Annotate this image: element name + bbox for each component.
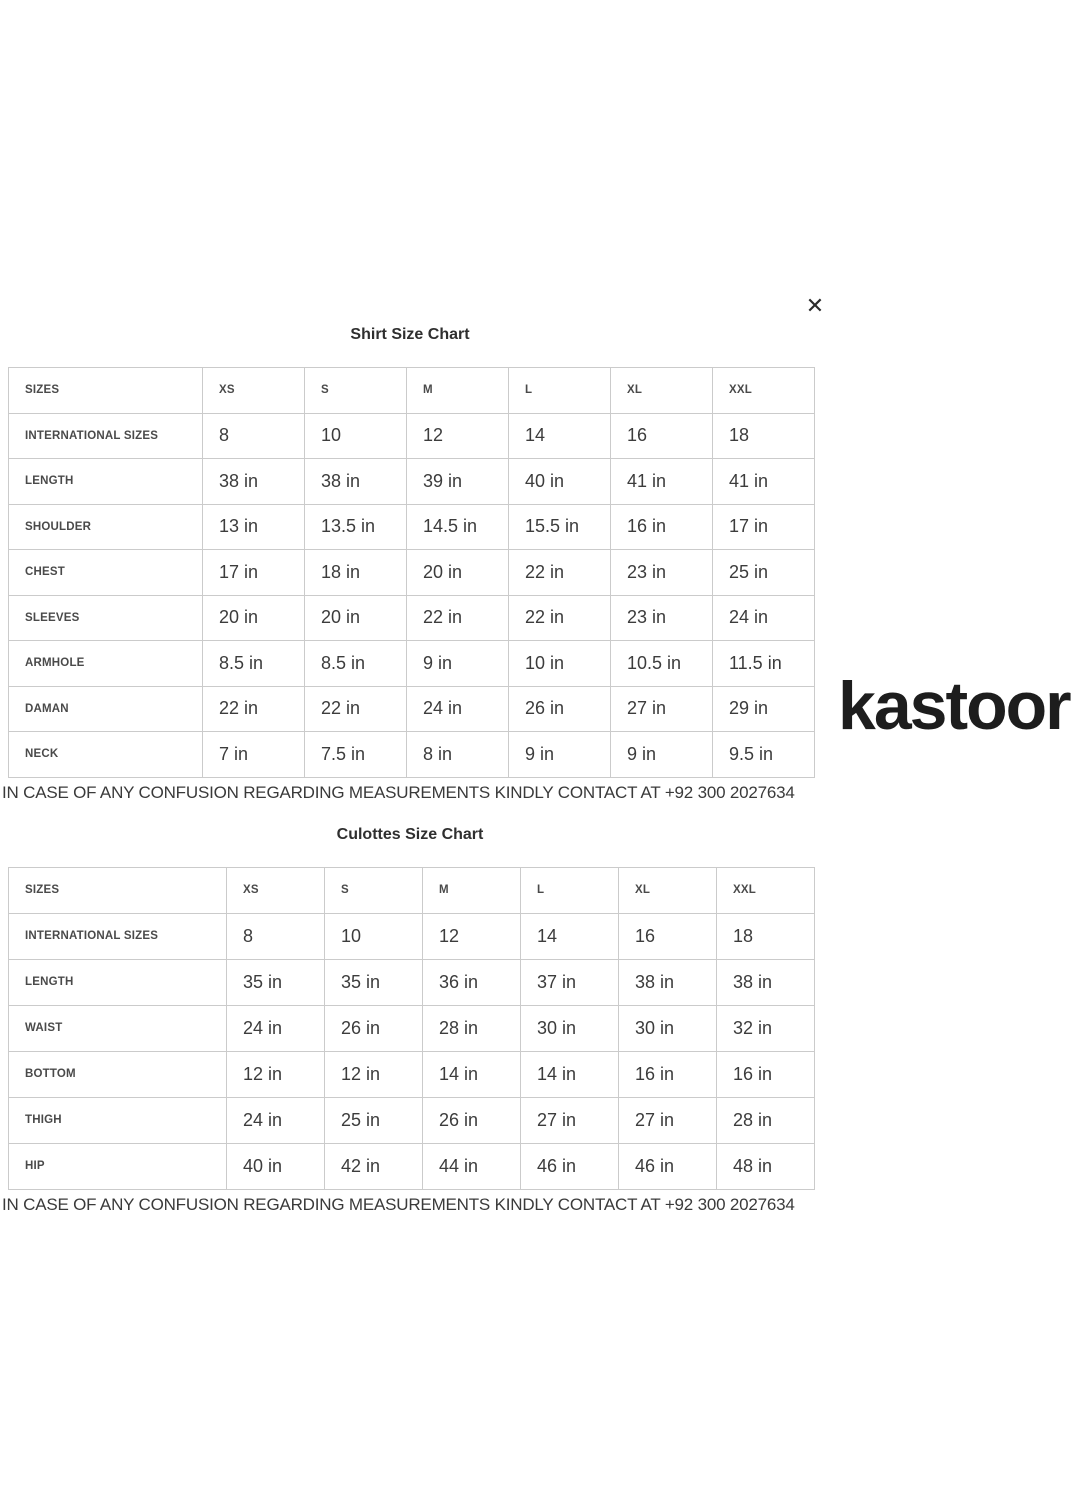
measurement-cell: 22 in [407, 595, 509, 641]
measurement-cell: 8.5 in [305, 641, 407, 687]
measurement-cell: 46 in [521, 1143, 619, 1189]
measurement-cell: 26 in [325, 1005, 423, 1051]
measurement-cell: 24 in [227, 1097, 325, 1143]
measurement-cell: 18 [713, 413, 815, 459]
row-label-cell: INTERNATIONAL SIZES [9, 913, 227, 959]
measurement-cell: 9.5 in [713, 732, 815, 778]
measurement-cell: 18 in [305, 550, 407, 596]
measurement-cell: 22 in [509, 550, 611, 596]
measurement-cell: 38 in [717, 959, 815, 1005]
measurement-cell: 8.5 in [203, 641, 305, 687]
measurement-cell: 14 in [521, 1051, 619, 1097]
row-label-cell: ARMHOLE [9, 641, 203, 687]
row-label-cell: BOTTOM [9, 1051, 227, 1097]
measurement-cell: 41 in [713, 459, 815, 505]
header-cell-size: XS [227, 867, 325, 913]
measurement-cell: 30 in [619, 1005, 717, 1051]
measurement-cell: 12 [423, 913, 521, 959]
measurement-cell: 13.5 in [305, 504, 407, 550]
row-label-cell: SHOULDER [9, 504, 203, 550]
table-header-row [9, 368, 815, 414]
header-cell-sizes: SIZES [9, 867, 227, 913]
brand-logo: kastoor [838, 668, 1070, 744]
size-table [8, 867, 815, 1190]
measurement-cell: 48 in [717, 1143, 815, 1189]
measurement-cell: 9 in [509, 732, 611, 778]
row-label-cell: SLEEVES [9, 595, 203, 641]
table-row [9, 641, 815, 687]
measurement-cell: 16 in [619, 1051, 717, 1097]
measurement-cell: 16 [619, 913, 717, 959]
measurement-cell: 37 in [521, 959, 619, 1005]
measurement-cell: 35 in [325, 959, 423, 1005]
table-row [9, 459, 815, 505]
chart-title: Shirt Size Chart [350, 326, 470, 343]
header-cell-size: L [521, 867, 619, 913]
measurement-cell: 44 in [423, 1143, 521, 1189]
measurement-cell: 8 in [407, 732, 509, 778]
measurement-cell: 23 in [611, 595, 713, 641]
size-chart-section [2, 824, 812, 1215]
measurement-cell: 36 in [423, 959, 521, 1005]
measurement-cell: 12 in [227, 1051, 325, 1097]
header-cell-size: M [423, 867, 521, 913]
measurement-cell: 10.5 in [611, 641, 713, 687]
measurement-cell: 15.5 in [509, 504, 611, 550]
measurement-cell: 7.5 in [305, 732, 407, 778]
measurement-cell: 27 in [611, 686, 713, 732]
measurement-cell: 9 in [407, 641, 509, 687]
contact-note: IN CASE OF ANY CONFUSION REGARDING MEASUREMENTS KINDLY CONTACT AT +92 300 2027634 [2, 1194, 795, 1214]
size-charts-container [2, 324, 812, 1215]
charts-root [2, 324, 812, 1215]
measurement-cell: 11.5 in [713, 641, 815, 687]
row-label-cell: INTERNATIONAL SIZES [9, 413, 203, 459]
header-cell-size: M [407, 368, 509, 414]
measurement-cell: 40 in [227, 1143, 325, 1189]
measurement-cell: 27 in [521, 1097, 619, 1143]
header-cell-size: XXL [717, 867, 815, 913]
row-label-cell: CHEST [9, 550, 203, 596]
row-label-cell: LENGTH [9, 959, 227, 1005]
measurement-cell: 46 in [619, 1143, 717, 1189]
measurement-cell: 38 in [619, 959, 717, 1005]
header-cell-size: XS [203, 368, 305, 414]
close-icon[interactable]: ✕ [799, 290, 831, 322]
measurement-cell: 39 in [407, 459, 509, 505]
measurement-cell: 20 in [407, 550, 509, 596]
table-row [9, 1143, 815, 1189]
header-cell-size: XL [611, 368, 713, 414]
measurement-cell: 35 in [227, 959, 325, 1005]
table-header-row [9, 867, 815, 913]
row-label-cell: THIGH [9, 1097, 227, 1143]
measurement-cell: 20 in [203, 595, 305, 641]
measurement-cell: 7 in [203, 732, 305, 778]
size-chart-section [2, 324, 812, 803]
table-row [9, 595, 815, 641]
header-cell-sizes: SIZES [9, 368, 203, 414]
header-cell-size: L [509, 368, 611, 414]
table-row [9, 959, 815, 1005]
measurement-cell: 13 in [203, 504, 305, 550]
measurement-cell: 42 in [325, 1143, 423, 1189]
measurement-cell: 10 [305, 413, 407, 459]
size-table [8, 367, 815, 778]
measurement-cell: 14 [509, 413, 611, 459]
measurement-cell: 10 in [509, 641, 611, 687]
measurement-cell: 22 in [305, 686, 407, 732]
row-label-cell: DAMAN [9, 686, 203, 732]
measurement-cell: 32 in [717, 1005, 815, 1051]
measurement-cell: 38 in [305, 459, 407, 505]
measurement-cell: 8 [227, 913, 325, 959]
measurement-cell: 12 [407, 413, 509, 459]
measurement-cell: 14.5 in [407, 504, 509, 550]
measurement-cell: 10 [325, 913, 423, 959]
measurement-cell: 16 [611, 413, 713, 459]
measurement-cell: 30 in [521, 1005, 619, 1051]
header-cell-size: XXL [713, 368, 815, 414]
table-row [9, 1051, 815, 1097]
contact-note: IN CASE OF ANY CONFUSION REGARDING MEASUREMENTS KINDLY CONTACT AT +92 300 2027634 [2, 782, 795, 802]
measurement-cell: 8 [203, 413, 305, 459]
measurement-cell: 17 in [713, 504, 815, 550]
measurement-cell: 38 in [203, 459, 305, 505]
table-row [9, 913, 815, 959]
measurement-cell: 16 in [717, 1051, 815, 1097]
measurement-cell: 24 in [713, 595, 815, 641]
row-label-cell: LENGTH [9, 459, 203, 505]
table-row [9, 732, 815, 778]
header-cell-size: XL [619, 867, 717, 913]
measurement-cell: 22 in [203, 686, 305, 732]
measurement-cell: 22 in [509, 595, 611, 641]
measurement-cell: 18 [717, 913, 815, 959]
measurement-cell: 26 in [423, 1097, 521, 1143]
row-label-cell: NECK [9, 732, 203, 778]
table-row [9, 413, 815, 459]
row-label-cell: WAIST [9, 1005, 227, 1051]
chart-title: Culottes Size Chart [336, 825, 484, 843]
measurement-cell: 28 in [717, 1097, 815, 1143]
measurement-cell: 41 in [611, 459, 713, 505]
measurement-cell: 23 in [611, 550, 713, 596]
table-row [9, 1097, 815, 1143]
table-row [9, 550, 815, 596]
table-row [9, 686, 815, 732]
measurement-cell: 14 [521, 913, 619, 959]
measurement-cell: 27 in [619, 1097, 717, 1143]
measurement-cell: 24 in [227, 1005, 325, 1051]
measurement-cell: 29 in [713, 686, 815, 732]
header-cell-size: S [325, 867, 423, 913]
table-row [9, 1005, 815, 1051]
measurement-cell: 25 in [713, 550, 815, 596]
measurement-cell: 26 in [509, 686, 611, 732]
row-label-cell: HIP [9, 1143, 227, 1189]
measurement-cell: 9 in [611, 732, 713, 778]
measurement-cell: 16 in [611, 504, 713, 550]
table-row [9, 504, 815, 550]
header-cell-size: S [305, 368, 407, 414]
measurement-cell: 24 in [407, 686, 509, 732]
measurement-cell: 12 in [325, 1051, 423, 1097]
measurement-cell: 17 in [203, 550, 305, 596]
measurement-cell: 40 in [509, 459, 611, 505]
measurement-cell: 28 in [423, 1005, 521, 1051]
measurement-cell: 14 in [423, 1051, 521, 1097]
measurement-cell: 25 in [325, 1097, 423, 1143]
measurement-cell: 20 in [305, 595, 407, 641]
